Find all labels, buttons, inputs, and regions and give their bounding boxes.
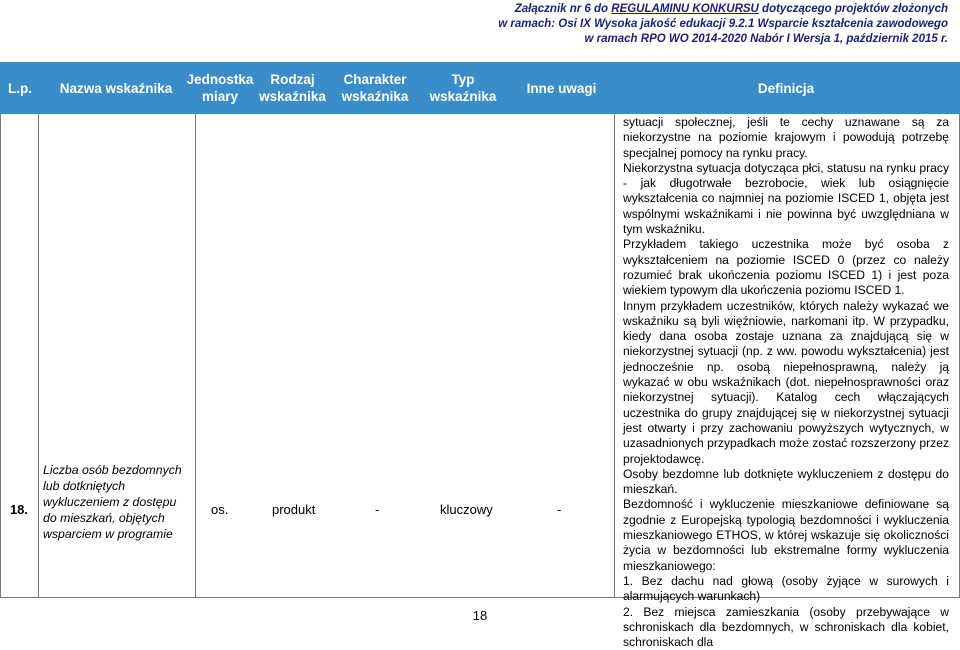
page-number: 18: [0, 608, 960, 623]
indicator-name: Liczba osób bezdomnych lub dotkniętych wykluczeniem z dostępu do mieszkań, objętych wsparciem w programie: [43, 462, 193, 542]
table-header-row: [0, 62, 960, 114]
definition-paragraph: Innym przykładem uczestników, których należy wykazać we wskaźniku są byli więźniowie, narkomani itp. W przypadku, kiedy dana osoba zostaje uznana za znajdującą się w niekorzystnej sytuacji (np. z ww. powodu wykształcenia) jest jednocześnie np. osobą niepełnosprawną, należy ją wykazać w obu wskaźnikach (dot. niepełnosprawności oraz niekorzystnej sytuacji). Katalog cech włączających uczestnika do grupy znajdującej się w niekorzystnej sytuacji jest otwarty i przy zachowaniu powyższych wytycznych, w uzasadnionych przypadkach może zostać rozszerzony przez projektodawcę.: [623, 299, 949, 467]
column-divider: [195, 114, 196, 598]
remarks-value: -: [557, 502, 561, 517]
column-header-remarks: Inne uwagi: [515, 62, 608, 114]
type-value: kluczowy: [440, 502, 493, 517]
header-line-1: [498, 2, 948, 17]
definition-text: [623, 115, 949, 650]
column-header-name: Nazwa wskaźnika: [40, 62, 192, 114]
header-line-2: w ramach: Osi IX Wysoka jakość edukacji 9.2.1 Wsparcie kształcenia zawodowego: [498, 17, 948, 32]
column-header-lp: L.p.: [0, 62, 40, 114]
regulamin-link[interactable]: REGULAMINU KONKURSU: [611, 3, 759, 15]
definition-paragraph: Bezdomność i wykluczenie mieszkaniowe definiowane są zgodnie z Europejską typologią bezdomności i wykluczenia mieszkaniowego ETHOS, w której wskazuje się okoliczności życia w bezdomności lub ekstremalne formy wykluczenia mieszkaniowego:: [623, 497, 949, 573]
column-header-type: Typ wskaźnika: [418, 62, 508, 114]
column-header-unit: Jednostka miary: [192, 62, 248, 114]
column-header-kind: Rodzaj wskaźnika: [250, 62, 335, 114]
definition-paragraph: 2. Bez miejsca zamieszkania (osoby przebywające w schroniskach dla bezdomnych, w schroniskach dla kobiet, schroniskach dla: [623, 605, 949, 650]
column-header-character: Charakter wskaźnika: [335, 62, 415, 114]
definition-paragraph: Osoby bezdomne lub dotknięte wykluczeniem z dostępu do mieszkań.: [623, 467, 949, 498]
column-header-definition: Definicja: [612, 62, 960, 114]
kind-value: produkt: [272, 502, 315, 517]
column-divider: [38, 114, 39, 598]
character-value: -: [375, 502, 379, 517]
definition-paragraph: Przykładem takiego uczestnika może być osoba z wykształceniem na poziomie ISCED 0 (przez co należy rozumieć brak ukończenia poziomu ISCED 1) i jest poza wiekiem typowym dla ukończenia poziomu ISCED 1.: [623, 237, 949, 298]
definition-paragraph: sytuacji społecznej, jeśli te cechy uznawane są za niekorzystne na poziomie krajowym i powodują potrzebę specjalnej pomocy na rynku pracy.: [623, 115, 949, 161]
column-divider: [614, 114, 615, 598]
indicator-table: [0, 62, 960, 598]
definition-paragraph: Niekorzystna sytuacja dotycząca płci, statusu na rynku pracy - jak długotrwałe bezrobocie, wiek lub osiągnięcie wykształcenia co najmniej na poziomie ISCED 1, objęta jest wspólnymi wskaźnikami i nie powinna być uwzględniana w tym wskaźniku.: [623, 161, 949, 237]
row-number: 18.: [0, 502, 38, 517]
header-prefix: Załącznik nr 6 do: [515, 3, 612, 15]
document-header: [498, 2, 948, 47]
header-suffix: dotyczącego projektów złożonych: [759, 3, 948, 15]
unit-value: os.: [211, 502, 228, 517]
definition-paragraph: 1. Bez dachu nad głową (osoby żyjące w surowych i alarmujących warunkach): [623, 574, 949, 605]
table-border-left: [0, 114, 1, 598]
header-line-3: w ramach RPO WO 2014-2020 Nabór I Wersja 1, październik 2015 r.: [498, 32, 948, 47]
